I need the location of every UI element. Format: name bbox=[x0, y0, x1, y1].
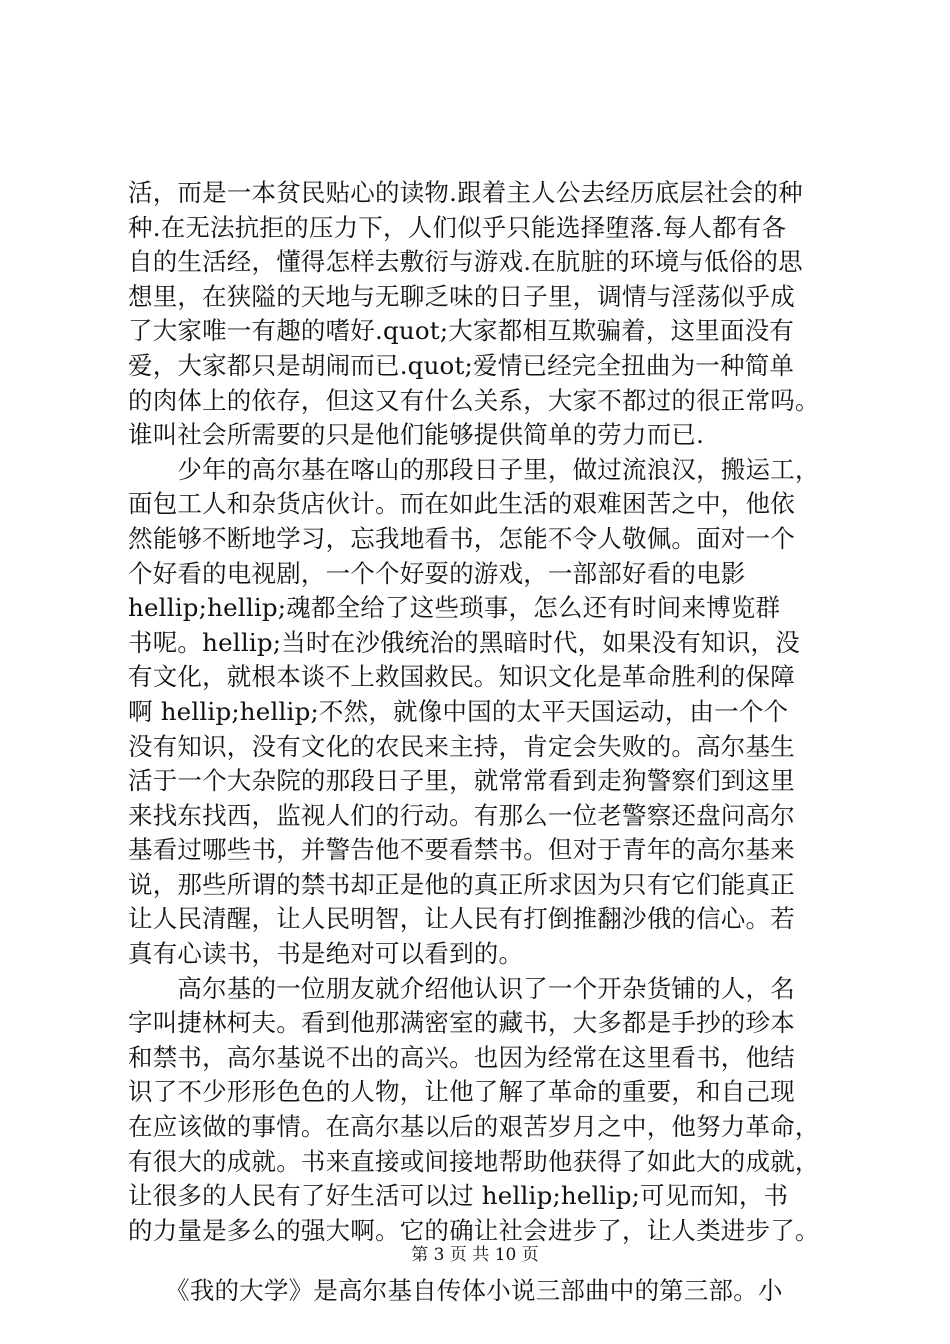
text-line: 字叫捷林柯夫。看到他那满密室的藏书，大多都是手抄的珍本 bbox=[128, 1008, 795, 1038]
text-line: 啊 hellip;hellip;不然，就像中国的太平天国运动，由一个个 bbox=[128, 696, 789, 726]
text-line: 真有心读书，书是绝对可以看到的。 bbox=[128, 939, 524, 969]
text-line: 然能够不断地学习，忘我地看书，怎能不令人敬佩。面对一个 bbox=[128, 523, 795, 553]
text-line: 书呢。hellip;当时在沙俄统治的黑暗时代，如果没有知识，没 bbox=[128, 627, 800, 657]
text-line: hellip;hellip;魂都全给了这些琐事，怎么还有时间来博览群 bbox=[128, 593, 781, 623]
text-line: 面包工人和杂货店伙计。而在如此生活的艰难困苦之中，他依 bbox=[128, 489, 795, 519]
text-line: 想里，在狭隘的天地与无聊乏味的日子里，调情与淫荡似乎成 bbox=[128, 281, 795, 311]
text-line: 活于一个大杂院的那段日子里，就常常看到走狗警察们到这里 bbox=[128, 766, 795, 796]
text-line: 爱，大家都只是胡闹而已.quot;爱情已经完全扭曲为一种简单 bbox=[128, 350, 795, 380]
page-number-label: 第 3 页 共 10 页 bbox=[411, 1245, 539, 1265]
text-line: 谁叫社会所需要的只是他们能够提供简单的劳力而已. bbox=[128, 420, 705, 450]
text-line: 让很多的人民有了好生活可以过 hellip;hellip;可见而知，书 bbox=[128, 1181, 789, 1211]
text-line: 和禁书，高尔基说不出的高兴。也因为经常在这里看书，他结 bbox=[128, 1042, 795, 1072]
text-line: 说，那些所谓的禁书却正是他的真正所求因为只有它们能真正 bbox=[128, 869, 795, 899]
text-line: 有很大的成就。书来直接或间接地帮助他获得了如此大的成就， bbox=[128, 1146, 820, 1176]
text-line-final: 《我的大学》是高尔基自传体小说三部曲中的第三部。小 bbox=[128, 1276, 783, 1306]
text-line: 的肉体上的依存，但这又有什么关系，大家不都过的很正常吗。 bbox=[128, 385, 820, 415]
text-line: 活，而是一本贫民贴心的读物.跟着主人公去经历底层社会的种 bbox=[128, 178, 803, 207]
text-line: 基看过哪些书，并警告他不要看禁书。但对于青年的高尔基来 bbox=[128, 835, 795, 865]
text-line: 识了不少形形色色的人物，让他了解了革命的重要，和自己现 bbox=[128, 1077, 795, 1107]
text-line: 自的生活经，懂得怎样去敷衍与游戏.在肮脏的环境与低俗的思 bbox=[128, 247, 803, 277]
text-line: 让人民清醒，让人民明智，让人民有打倒推翻沙俄的信心。若 bbox=[128, 904, 795, 934]
text-line: 没有知识，没有文化的农民来主持，肯定会失败的。高尔基生 bbox=[128, 731, 795, 761]
text-line: 在应该做的事情。在高尔基以后的艰苦岁月之中，他努力革命， bbox=[128, 1112, 820, 1142]
text-line: 高尔基的一位朋友就介绍他认识了一个开杂货铺的人，名 bbox=[128, 973, 795, 1003]
text-line: 了大家唯一有趣的嗜好.quot;大家都相互欺骗着，这里面没有 bbox=[128, 316, 795, 346]
text-line: 来找东找西，监视人们的行动。有那么一位老警察还盘问高尔 bbox=[128, 800, 795, 830]
text-line: 个好看的电视剧，一个个好耍的游戏，一部部好看的电影 bbox=[128, 558, 746, 588]
document-body bbox=[128, 176, 828, 1309]
text-line: 少年的高尔基在喀山的那段日子里，做过流浪汉，搬运工， bbox=[128, 454, 820, 484]
text-line: 种.在无法抗拒的压力下，人们似乎只能选择堕落.每人都有各 bbox=[128, 212, 787, 242]
text-line: 有文化，就根本谈不上救国救民。知识文化是革命胜利的保障 bbox=[128, 662, 795, 692]
text-line: 的力量是多么的强大啊。它的确让社会进步了，让人类进步了。 bbox=[128, 1215, 820, 1245]
page-footer bbox=[0, 1244, 950, 1266]
